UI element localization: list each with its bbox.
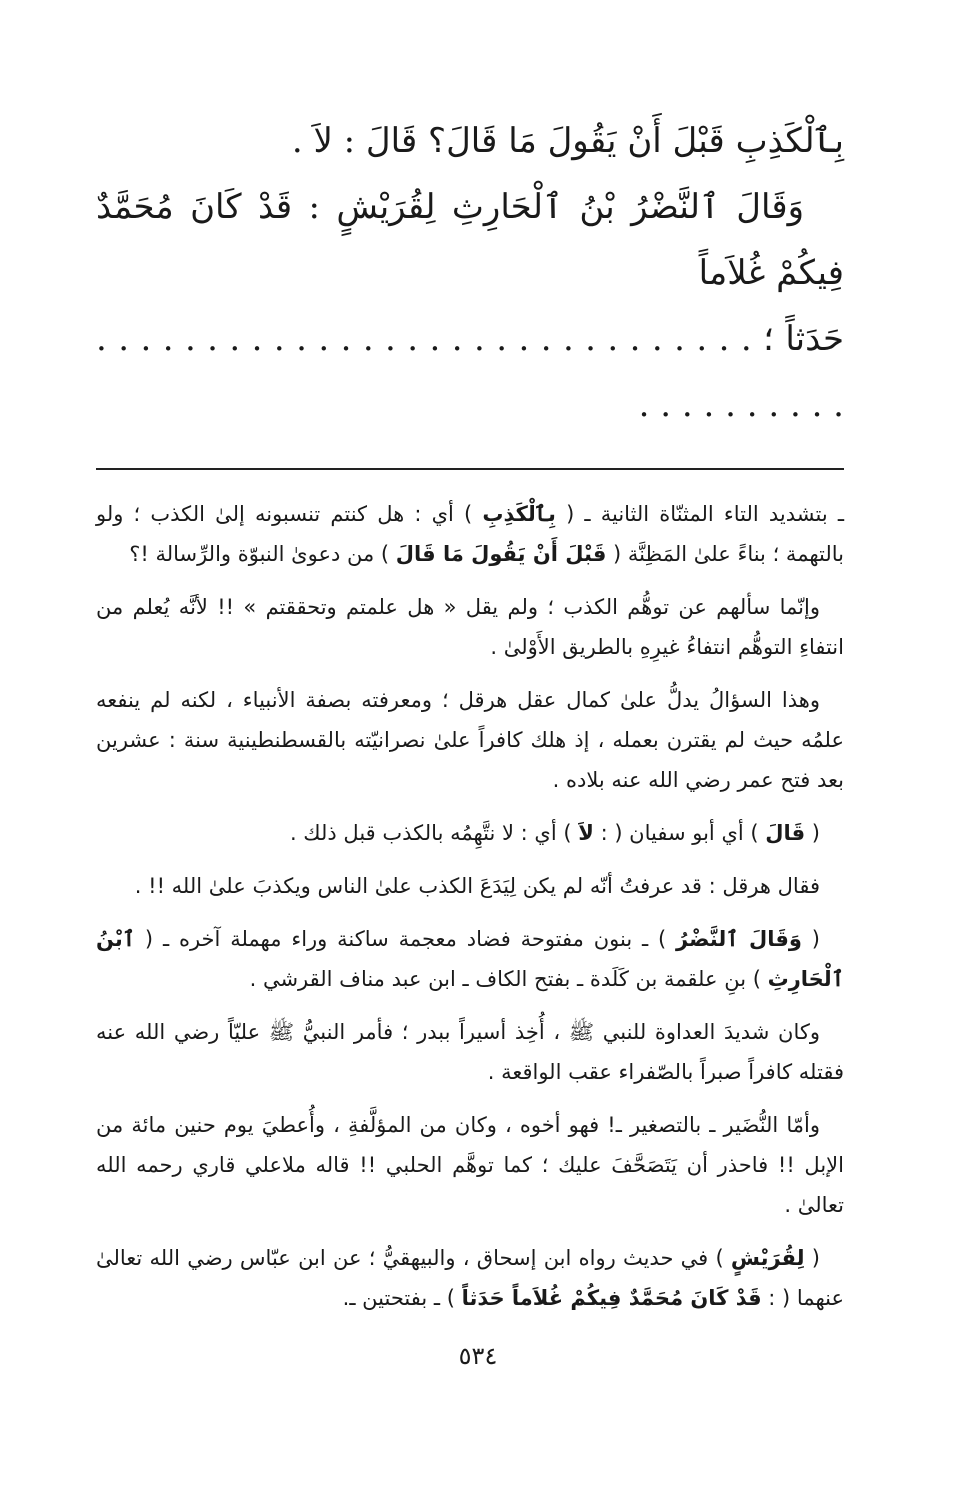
fn-text: ) ـ بفتحتين ـ. (342, 1286, 462, 1310)
fn-quote: قَبْلَ أَنْ يَقُولَ مَا قَالَ (395, 542, 607, 566)
footnotes (96, 494, 844, 1318)
fn-text: ) من دعوىٰ النبوّة والرِّسالة !؟ (129, 542, 396, 566)
footnote-paragraph (96, 494, 844, 574)
fn-quote: لاَ (578, 821, 594, 845)
footnote-paragraph: وإنّما سألهم عن توهُّم الكذب ؛ ولم يقل « هل علمتم وتحققتم » !! لأنَّه يُعلم من انتفاءِ التوهُّم انتفاءُ غيرِهِ بالطريق الأَوْلىٰ . (96, 595, 844, 659)
fn-text: ) أي : هل كنتم تنسبونه إلىٰ الكذب ؛ ولو بالتهمة ؛ بناءً علىٰ المَظِنَّة ( (96, 502, 844, 566)
fn-quote: لِقُرَيْشٍ (730, 1246, 805, 1270)
main-line-3 (96, 306, 844, 438)
fn-text: ) بنِ علقمة بن كَلَدة ـ بفتح الكاف ـ ابن عبد مناف القرشي . (249, 967, 768, 991)
fn-text: ) أي : لا نتَّهِمُه بالكذب قبل ذلك . (289, 821, 579, 845)
fn-text: ( (804, 1246, 820, 1270)
page-number: ٥٣٤ (458, 1342, 498, 1370)
fn-quote: ٱبْنُ ٱلْحَارِثِ (96, 927, 844, 991)
ellipsis-dots: . . . . . . . . . . . . . . . . . . . . . . . . . . . . . . . . . . . . . . . . (96, 319, 844, 425)
footnote-divider (96, 468, 844, 470)
fn-text: ( (801, 927, 820, 951)
fn-text: ) في حديث رواه ابن إسحاق ، والبيهقيُّ ؛ عن ابن عبّاس رضي الله تعالىٰ عنهما ( : (96, 1246, 844, 1310)
fn-text: ) ـ بنون مفتوحة فضاد معجمة ساكنة وراء مهملة آخره ـ ( (135, 927, 677, 951)
main-line-1: بِٱلْكَذِبِ قَبْلَ أَنْ يَقُولَ مَا قَالَ؟ قَالَ : لاَ . (291, 121, 844, 161)
fn-text: ـ بتشديد التاء المثنّاة الثانية ـ ( (555, 502, 845, 526)
main-line-2: وَقَالَ ٱلنَّضْرُ بْنُ ٱلْحَارِثِ لِقُرَيْشٍ : قَدْ كَانَ مُحَمَّدٌ فِيكُمْ غُلاَماً (96, 187, 844, 293)
main-text (96, 108, 844, 438)
fn-quote: بِٱلْكَذِبِ (482, 502, 556, 526)
footnote-paragraph: وكان شديدَ العداوة للنبي ﷺ ، أُخِذ أسيراً ببدر ؛ فأمر النبيُّ ﷺ عليّاً رضي الله عنه فقتله كافراً صبراً بالصّفراء عقب الواقعة . (96, 1020, 844, 1084)
fn-quote: قَدْ كَانَ مُحَمَّدٌ فِيكُمْ غُلاَماً حَدَثاً (461, 1286, 762, 1310)
main-line-3-word: حَدَثاً ؛ (763, 319, 844, 359)
fn-text: ( (805, 821, 820, 845)
fn-quote: وَقَالَ ٱلنَّضْرُ (676, 927, 802, 951)
footnote-paragraph: وهذا السؤالُ يدلُّ علىٰ كمال عقل هرقل ؛ ومعرفته بصفة الأنبياء ، لكنه لم ينفعه علمُه حيث لم يقترن بعمله ، إذ هلك كافراً علىٰ نصرانيّته بالقسطنطينية سنة : عشرين بعد فتح عمر رضي الله عنه بلاده . (96, 688, 844, 792)
footnote-paragraph: فقال هرقل : قد عرفتُ أنّه لم يكن لِيَدَعَ الكذب علىٰ الناس ويكذبَ علىٰ الله !! . (134, 874, 820, 898)
fn-quote: قَالَ (765, 821, 806, 845)
footnote-paragraph (96, 1238, 844, 1318)
footnote-paragraph (96, 919, 844, 999)
footnote-paragraph (96, 813, 844, 853)
footnote-paragraph: وأمّا النُّضَير ـ بالتصغير ـ! فهو أخوه ، وكان من المؤلَّفةِ ، وأُعطيَ يوم حنين مائة من الإبل !! فاحذر أن يَتَصَحَّفَ عليك ؛ كما توهَّم الحلبي !! قاله ملاعلي قاري رحمه الله تعالىٰ . (96, 1113, 844, 1217)
fn-text: ) أي أبو سفيان ( : (593, 821, 766, 845)
